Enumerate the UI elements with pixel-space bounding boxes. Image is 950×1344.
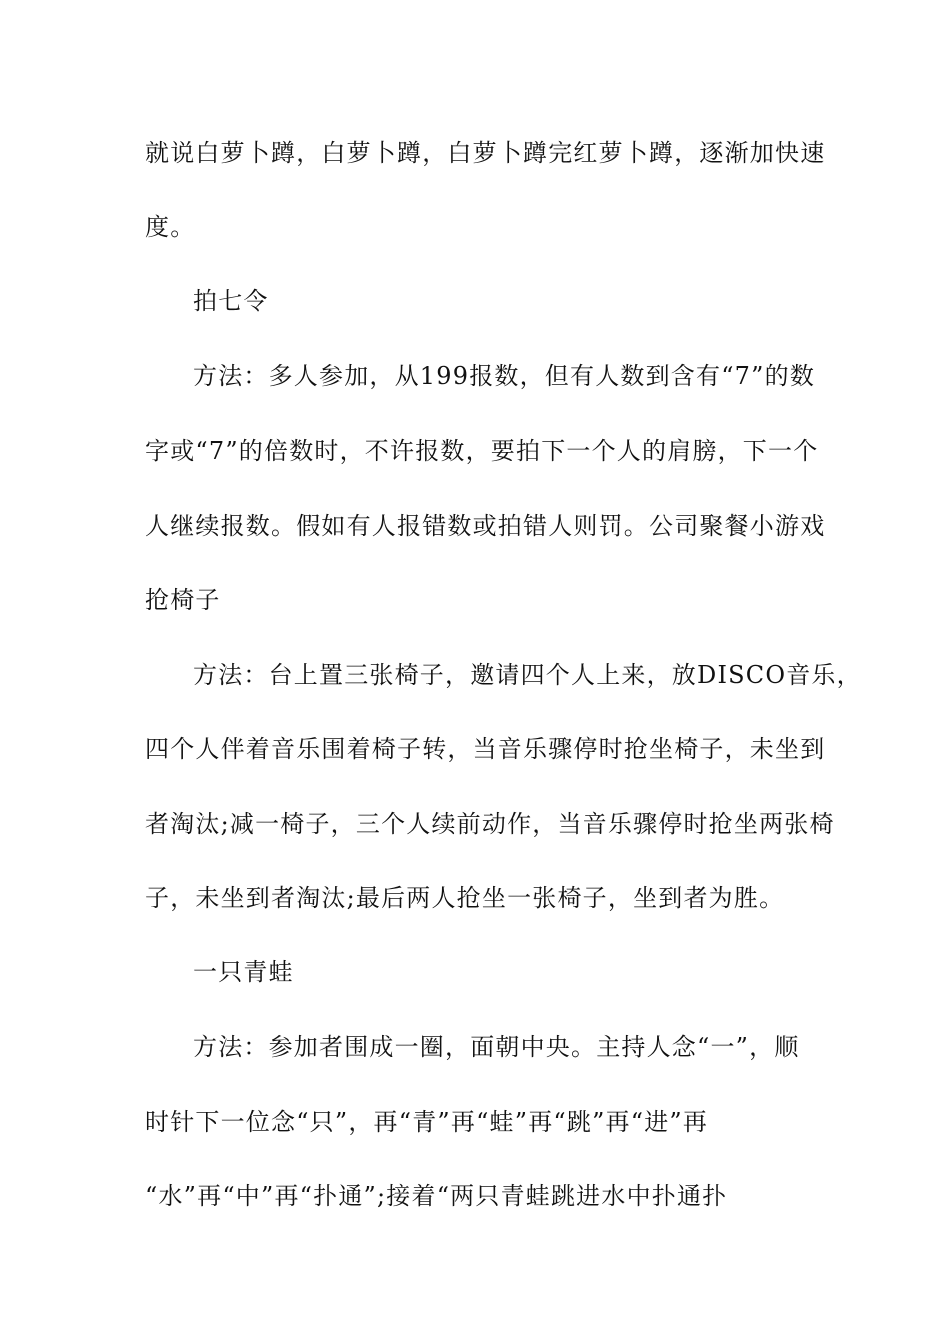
section-heading: 拍七令 [193,287,269,315]
section-heading: 抢椅子 [145,586,221,614]
text-line: 时针下一位念“只”，再“青”再“蛙”再“跳”再“进”再 [145,1108,709,1136]
section-heading: 一只青蛙 [193,958,294,986]
text-line: 四个人伴着音乐围着椅子转，当音乐骤停时抢坐椅子，未坐到 [145,735,826,763]
text-line: 方法：多人参加，从199报数，但有人数到含有“7”的数 [193,362,816,390]
text-line: 字或“7”的倍数时，不许报数，要拍下一个人的肩膀，下一个 [145,437,819,465]
text-line: 者淘汰;减一椅子，三个人续前动作，当音乐骤停时抢坐两张椅 [145,810,835,838]
text-line: 方法：台上置三张椅子，邀请四个人上来，放DISCO音乐， [193,661,862,689]
text-line: 度。 [145,213,196,241]
text-line: 人继续报数。假如有人报错数或拍错人则罚。公司聚餐小游戏 [145,512,826,540]
text-line: “水”再“中”再“扑通”;接着“两只青蛙跳进水中扑通扑 [145,1182,728,1210]
text-line: 就说白萝卜蹲，白萝卜蹲，白萝卜蹲完红萝卜蹲，逐渐加快速 [145,139,826,167]
text-line: 方法：参加者围成一圈，面朝中央。主持人念“一”，顺 [193,1033,800,1061]
text-line: 子，未坐到者淘汰;最后两人抢坐一张椅子，坐到者为胜。 [145,884,785,912]
